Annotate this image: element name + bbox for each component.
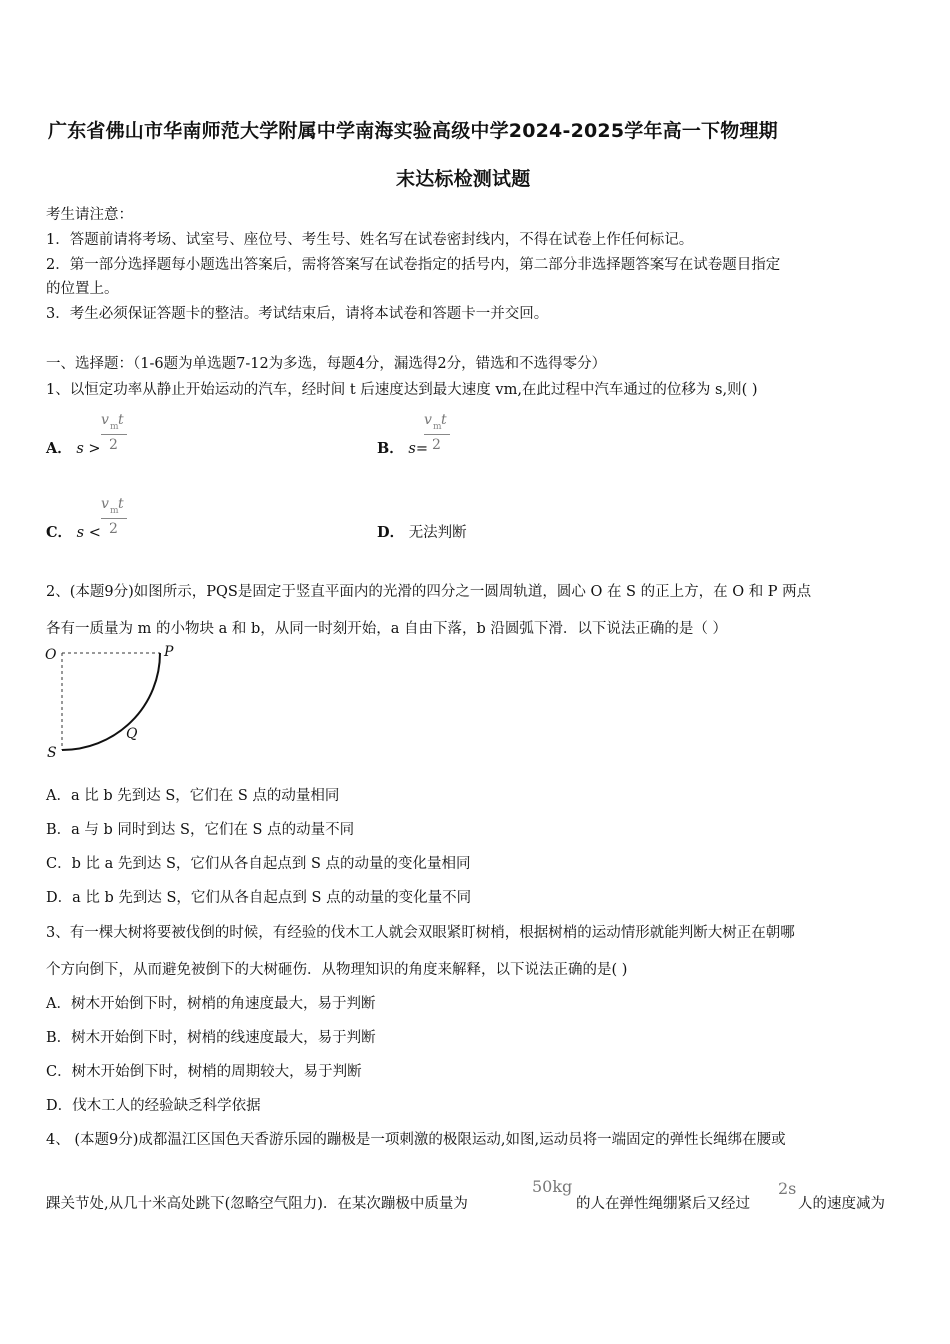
frac-t: t [441,412,447,428]
q2-option-d: D．a 比 b 先到达 S，它们从各自起点到 S 点的动量的变化量不同 [46,890,472,906]
q2-stem-line-2: 各有一质量为 m 的小物块 a 和 b，从同一时刻开始，a 自由下落，b 沿圆弧下滑．以下说法正确的是（ ） [46,621,727,637]
frac-bar [101,434,127,435]
figure-label-o: O [45,647,57,663]
frac-bar [424,434,450,435]
frac-t: t [118,412,124,428]
q1-option-b [377,437,428,458]
frac-den: 2 [109,437,118,453]
notice-heading: 考生请注意： [46,207,133,223]
q1-option-b-text: s= [408,441,428,457]
q1-option-b-fraction [424,412,454,458]
q3-option-c: C．树木开始倒下时，树梢的周期较大，易于判断 [46,1064,362,1080]
q1-option-d-text: 无法判断 [408,525,467,541]
notice-item-3: 3．考生必须保证答题卡的整洁。考试结束后，请将本试卷和答题卡一并交回。 [46,306,549,322]
section-heading: 一、选择题：（1-6题为单选题7-12为多选，每题4分，漏选得2分，错选和不选得零分） [46,356,607,372]
frac-v: v [101,496,109,512]
q1-option-c-fraction [101,496,131,542]
q1-stem: 1、以恒定功率从静止开始运动的汽车，经时间 t 后速度达到最大速度 vm,在此过程中汽车通过的位移为 s,则( ) [46,382,758,398]
q2-option-c: C．b 比 a 先到达 S，它们从各自起点到 S 点的动量的变化量相同 [46,856,471,872]
q1-option-a-fraction [101,412,131,458]
q1-option-b-label: B． [377,440,404,457]
figure-arc-track [62,653,160,750]
q3-option-d: D．伐木工人的经验缺乏科学依据 [46,1098,261,1114]
q4-stem-line-2c: 人的速度减为 [798,1196,885,1212]
q1-option-a [46,437,101,458]
q1-option-a-label: A． [46,440,72,457]
q1-option-d-label: D． [377,524,405,541]
q1-option-d [377,521,467,542]
figure-label-q: Q [126,726,138,742]
frac-t: t [118,496,124,512]
frac-v: v [101,412,109,428]
figure-label-s: S [47,745,57,761]
q4-stem-line-2b: 的人在弹性绳绷紧后又经过 [576,1196,750,1212]
frac-den: 2 [432,437,441,453]
q3-stem-line-1: 3、有一棵大树将要被伐倒的时候，有经验的伐木工人就会双眼紧盯树梢，根据树梢的运动情形就能判断大树正在朝哪 [46,925,795,941]
frac-sub: m [433,422,442,432]
q4-mass-value: 50kg [532,1177,573,1196]
q3-option-b: B．树木开始倒下时，树梢的线速度最大，易于判断 [46,1030,376,1046]
q4-time-value: 2s [778,1179,797,1198]
q2-option-b: B．a 与 b 同时到达 S，它们在 S 点的动量不同 [46,822,355,838]
frac-den: 2 [109,521,118,537]
q1-option-a-text: s > [76,441,101,457]
q1-option-c-text: s < [76,525,101,541]
q2-figure-quarter-circle [40,640,190,765]
q4-stem-line-2a: 踝关节处,从几十米高处跳下(忽略空气阻力)．在某次蹦极中质量为 [46,1196,468,1212]
q3-stem-line-2: 个方向倒下，从而避免被倒下的大树砸伤．从物理知识的角度来解释，以下说法正确的是( ) [46,962,628,978]
q4-stem-line-1: 4、 (本题9分)成都温江区国色天香游乐园的蹦极是一项刺激的极限运动,如图,运动员将一端固定的弹性长绳绑在腰或 [46,1132,786,1148]
frac-sub: m [110,422,119,432]
frac-bar [101,518,127,519]
q2-stem-line-1: 2、(本题9分)如图所示，PQS是固定于竖直平面内的光滑的四分之一圆周轨道，圆心 O 在 S 的正上方，在 O 和 P 两点 [46,584,812,600]
q3-option-a: A．树木开始倒下时，树梢的角速度最大，易于判断 [46,996,376,1012]
title-line-2: 末达标检测试题 [396,168,531,190]
title-line-1: 广东省佛山市华南师范大学附属中学南海实验高级中学2024-2025学年高一下物理期 [48,120,778,142]
notice-item-2b: 的位置上。 [46,281,119,297]
frac-v: v [424,412,432,428]
q1-option-c [46,521,101,542]
notice-item-1: 1．答题前请将考场、试室号、座位号、考生号、姓名写在试卷密封线内，不得在试卷上作任何标记。 [46,232,694,248]
notice-item-2a: 2．第一部分选择题每小题选出答案后，需将答案写在试卷指定的括号内，第二部分非选择题答案写在试卷题目指定 [46,257,781,273]
q1-option-c-label: C． [46,524,73,541]
figure-label-p: P [164,644,174,660]
frac-sub: m [110,506,119,516]
q2-option-a: A．a 比 b 先到达 S，它们在 S 点的动量相同 [46,788,340,804]
